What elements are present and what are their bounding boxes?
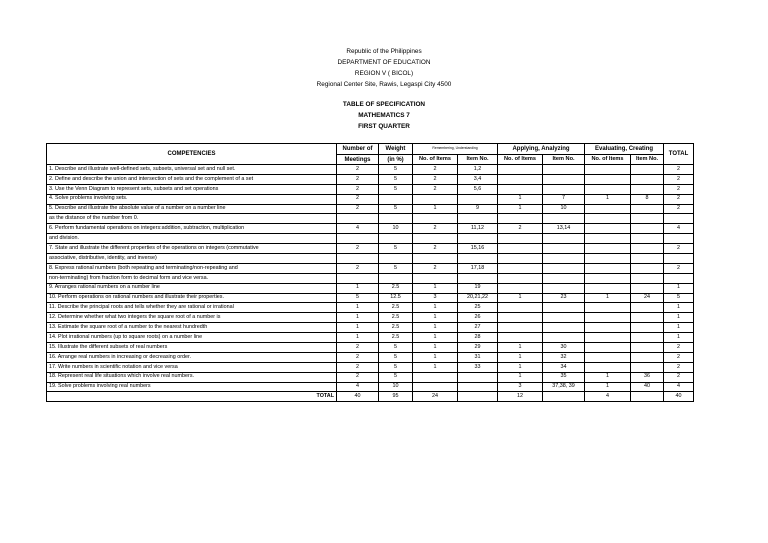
cell-applying-items xyxy=(498,165,543,175)
cell-remembering-items: 1 xyxy=(413,303,458,313)
cell-competency: 1. Describe and illustrate well-defined sets, subsets, universal set and null set. xyxy=(47,165,337,175)
cell-competency: 17. Write numbers in scientific notation and vice versa xyxy=(47,362,337,372)
cell-evaluating-itemno xyxy=(631,165,664,175)
cell-remembering-itemno: 3,4 xyxy=(458,174,498,184)
cell-applying-itemno: 32 xyxy=(543,352,585,362)
cell-total xyxy=(664,273,694,283)
cell-applying-itemno xyxy=(543,174,585,184)
cell-total: 1 xyxy=(664,323,694,333)
cell-evaluating-itemno xyxy=(631,234,664,244)
table-row xyxy=(47,303,694,313)
total-applying-itemno xyxy=(543,392,585,402)
cell-total: 5 xyxy=(664,293,694,303)
table-row xyxy=(47,283,694,293)
cell-applying-items xyxy=(498,263,543,273)
table-row xyxy=(47,343,694,353)
cell-competency: 2. Define and describe the union and intersection of sets and the complement of a set xyxy=(47,174,337,184)
cell-weight: 5 xyxy=(379,362,413,372)
cell-evaluating-items xyxy=(585,303,631,313)
cell-remembering-itemno xyxy=(458,214,498,224)
cell-meetings: 2 xyxy=(337,194,379,204)
cell-weight xyxy=(379,214,413,224)
cell-applying-items xyxy=(498,184,543,194)
cell-remembering-items: 2 xyxy=(413,184,458,194)
cell-remembering-items: 2 xyxy=(413,244,458,254)
cell-remembering-items: 3 xyxy=(413,293,458,303)
cell-weight: 2.5 xyxy=(379,333,413,343)
cell-competency: associative, distributive, identity, and inverse) xyxy=(47,254,337,264)
cell-remembering-itemno: 9 xyxy=(458,204,498,214)
cell-applying-items xyxy=(498,283,543,293)
cell-applying-items: 3 xyxy=(498,382,543,392)
cell-applying-itemno xyxy=(543,165,585,175)
cell-remembering-items: 2 xyxy=(413,224,458,234)
weight-header-top: Weight xyxy=(379,144,413,155)
cell-remembering-itemno: 27 xyxy=(458,323,498,333)
cell-remembering-items: 1 xyxy=(413,283,458,293)
cell-applying-items xyxy=(498,313,543,323)
cell-evaluating-itemno xyxy=(631,283,664,293)
cell-applying-items xyxy=(498,323,543,333)
cell-applying-itemno xyxy=(543,323,585,333)
cell-applying-itemno: 37,38, 39 xyxy=(543,382,585,392)
cell-evaluating-items xyxy=(585,234,631,244)
doc-quarter: FIRST QUARTER xyxy=(358,123,410,130)
cell-weight: 5 xyxy=(379,204,413,214)
table-row xyxy=(47,372,694,382)
cell-weight xyxy=(379,273,413,283)
cell-total: 4 xyxy=(664,224,694,234)
cell-total: 2 xyxy=(664,194,694,204)
cell-remembering-items xyxy=(413,214,458,224)
cell-applying-itemno: 10 xyxy=(543,204,585,214)
cell-meetings: 1 xyxy=(337,313,379,323)
cell-applying-itemno xyxy=(543,263,585,273)
cell-evaluating-items: 1 xyxy=(585,293,631,303)
cell-meetings: 2 xyxy=(337,372,379,382)
doc-title: TABLE OF SPECIFICATION xyxy=(342,101,426,108)
cell-evaluating-itemno xyxy=(631,303,664,313)
cell-remembering-itemno: 1,2 xyxy=(458,165,498,175)
cell-total: 2 xyxy=(664,165,694,175)
meetings-header-bottom: Meetings xyxy=(337,155,379,165)
table-row xyxy=(47,313,694,323)
table-row xyxy=(47,254,694,264)
cell-weight: 5 xyxy=(379,244,413,254)
table-row xyxy=(47,244,694,254)
cell-evaluating-items xyxy=(585,263,631,273)
cell-meetings: 1 xyxy=(337,303,379,313)
cell-competency: 7. State and illustrate the different properties of the operations on integers (commutative xyxy=(47,244,337,254)
cell-weight: 2.5 xyxy=(379,313,413,323)
cell-evaluating-items xyxy=(585,273,631,283)
cell-evaluating-itemno xyxy=(631,224,664,234)
cell-evaluating-itemno: 24 xyxy=(631,293,664,303)
cell-applying-items xyxy=(498,333,543,343)
cell-meetings xyxy=(337,254,379,264)
cell-evaluating-items xyxy=(585,184,631,194)
cell-remembering-items: 2 xyxy=(413,174,458,184)
itemno-header-2: Item No. xyxy=(543,155,585,165)
cell-evaluating-itemno xyxy=(631,352,664,362)
header-region: REGION V ( BICOL) xyxy=(354,70,414,77)
cell-remembering-itemno xyxy=(458,194,498,204)
remembering-header: Remembering, Understanding xyxy=(413,144,498,155)
total-remembering-itemno xyxy=(458,392,498,402)
cell-remembering-itemno xyxy=(458,382,498,392)
cell-total: 1 xyxy=(664,313,694,323)
cell-evaluating-itemno: 40 xyxy=(631,382,664,392)
cell-meetings: 2 xyxy=(337,263,379,273)
table-row xyxy=(47,263,694,273)
cell-remembering-items xyxy=(413,372,458,382)
cell-remembering-itemno: 15,16 xyxy=(458,244,498,254)
cell-applying-itemno xyxy=(543,214,585,224)
cell-remembering-itemno: 20,21,22 xyxy=(458,293,498,303)
cell-evaluating-items xyxy=(585,214,631,224)
cell-remembering-items: 1 xyxy=(413,333,458,343)
cell-remembering-items: 1 xyxy=(413,352,458,362)
cell-total: 2 xyxy=(664,244,694,254)
cell-evaluating-items xyxy=(585,224,631,234)
cell-competency: 18. Represent real life situations which involve real numbers. xyxy=(47,372,337,382)
cell-applying-items xyxy=(498,303,543,313)
cell-evaluating-itemno xyxy=(631,323,664,333)
cell-total: 1 xyxy=(664,333,694,343)
table-row xyxy=(47,333,694,343)
cell-remembering-items xyxy=(413,194,458,204)
cell-weight: 5 xyxy=(379,263,413,273)
cell-applying-itemno: 13,14 xyxy=(543,224,585,234)
cell-evaluating-items xyxy=(585,313,631,323)
cell-total: 2 xyxy=(664,343,694,353)
cell-evaluating-items xyxy=(585,244,631,254)
table-row xyxy=(47,273,694,283)
table-row xyxy=(47,204,694,214)
cell-evaluating-items: 1 xyxy=(585,194,631,204)
cell-remembering-items xyxy=(413,382,458,392)
cell-total: 1 xyxy=(664,283,694,293)
cell-remembering-itemno: 28 xyxy=(458,333,498,343)
cell-remembering-items xyxy=(413,234,458,244)
cell-evaluating-items: 1 xyxy=(585,372,631,382)
cell-applying-items xyxy=(498,214,543,224)
cell-meetings xyxy=(337,214,379,224)
cell-remembering-items: 2 xyxy=(413,165,458,175)
cell-evaluating-itemno xyxy=(631,244,664,254)
table-row xyxy=(47,234,694,244)
cell-remembering-itemno: 25 xyxy=(458,303,498,313)
competencies-header: COMPETENCIES xyxy=(47,144,337,165)
itemno-header-1: Item No. xyxy=(458,155,498,165)
cell-evaluating-itemno xyxy=(631,184,664,194)
cell-meetings: 2 xyxy=(337,184,379,194)
table-row xyxy=(47,352,694,362)
cell-applying-itemno: 30 xyxy=(543,343,585,353)
cell-evaluating-itemno: 36 xyxy=(631,372,664,382)
cell-applying-items: 1 xyxy=(498,343,543,353)
total-evaluating-items: 4 xyxy=(585,392,631,402)
cell-applying-itemno: 34 xyxy=(543,362,585,372)
cell-meetings: 1 xyxy=(337,323,379,333)
total-weight: 95 xyxy=(379,392,413,402)
cell-remembering-itemno xyxy=(458,254,498,264)
cell-applying-items xyxy=(498,254,543,264)
cell-weight: 2.5 xyxy=(379,303,413,313)
evaluating-header: Evaluating, Creating xyxy=(585,144,664,155)
cell-total xyxy=(664,234,694,244)
total-remembering-items: 24 xyxy=(413,392,458,402)
cell-remembering-itemno xyxy=(458,372,498,382)
cell-remembering-items: 1 xyxy=(413,323,458,333)
cell-applying-items: 1 xyxy=(498,204,543,214)
cell-competency: 12. Determine whether what two integers the square root of a number is xyxy=(47,313,337,323)
cell-remembering-itemno: 19 xyxy=(458,283,498,293)
cell-total: 1 xyxy=(664,303,694,313)
weight-header-bottom: (in %) xyxy=(379,155,413,165)
table-row xyxy=(47,194,694,204)
cell-evaluating-items xyxy=(585,323,631,333)
cell-remembering-itemno: 31 xyxy=(458,352,498,362)
cell-remembering-itemno xyxy=(458,234,498,244)
cell-weight: 5 xyxy=(379,343,413,353)
cell-evaluating-itemno xyxy=(631,214,664,224)
cell-total: 2 xyxy=(664,362,694,372)
items-header-1: No. of Items xyxy=(413,155,458,165)
cell-total: 2 xyxy=(664,372,694,382)
table-row xyxy=(47,224,694,234)
cell-weight xyxy=(379,194,413,204)
items-header-3: No. of Items xyxy=(585,155,631,165)
items-header-2: No. of Items xyxy=(498,155,543,165)
cell-meetings: 1 xyxy=(337,333,379,343)
cell-evaluating-itemno xyxy=(631,254,664,264)
cell-meetings xyxy=(337,234,379,244)
cell-evaluating-itemno xyxy=(631,343,664,353)
cell-evaluating-items xyxy=(585,165,631,175)
cell-weight: 5 xyxy=(379,372,413,382)
applying-header: Applying, Analyzing xyxy=(498,144,585,155)
table-row xyxy=(47,184,694,194)
cell-applying-items: 1 xyxy=(498,352,543,362)
cell-weight: 10 xyxy=(379,382,413,392)
cell-total: 2 xyxy=(664,263,694,273)
specification-table xyxy=(46,143,694,402)
total-label: TOTAL xyxy=(47,392,337,402)
cell-applying-items xyxy=(498,174,543,184)
cell-meetings: 5 xyxy=(337,293,379,303)
cell-weight: 10 xyxy=(379,224,413,234)
cell-competency: 3. Use the Venn Diagram to represent sets, subsets and set operations xyxy=(47,184,337,194)
cell-applying-items: 2 xyxy=(498,224,543,234)
cell-meetings xyxy=(337,273,379,283)
cell-competency: and division. xyxy=(47,234,337,244)
cell-competency: 10. Perform operations on rational numbers and illustrate their properties. xyxy=(47,293,337,303)
cell-evaluating-items xyxy=(585,204,631,214)
cell-applying-itemno xyxy=(543,254,585,264)
table-row xyxy=(47,362,694,372)
cell-evaluating-items xyxy=(585,362,631,372)
cell-meetings: 2 xyxy=(337,174,379,184)
cell-competency: 11. Describe the principal roots and tells whether they are rational or irrational xyxy=(47,303,337,313)
cell-applying-itemno xyxy=(543,313,585,323)
cell-meetings: 2 xyxy=(337,362,379,372)
cell-evaluating-items xyxy=(585,352,631,362)
cell-remembering-items: 1 xyxy=(413,313,458,323)
cell-evaluating-items xyxy=(585,333,631,343)
cell-meetings: 2 xyxy=(337,204,379,214)
cell-evaluating-itemno xyxy=(631,313,664,323)
cell-competency: non-terminating) from fraction form to decimal form and vice versa. xyxy=(47,273,337,283)
cell-applying-itemno: 35 xyxy=(543,372,585,382)
cell-meetings: 4 xyxy=(337,382,379,392)
doc-subject: MATHEMATICS 7 xyxy=(358,112,410,119)
cell-evaluating-itemno xyxy=(631,174,664,184)
header-department: DEPARTMENT OF EDUCATION xyxy=(337,59,431,66)
cell-competency: 5. Describe and illustrate the absolute value of a number on a number line xyxy=(47,204,337,214)
table-row xyxy=(47,214,694,224)
cell-evaluating-itemno xyxy=(631,333,664,343)
cell-applying-itemno xyxy=(543,333,585,343)
cell-weight: 5 xyxy=(379,165,413,175)
cell-applying-itemno xyxy=(543,303,585,313)
total-meetings: 40 xyxy=(337,392,379,402)
cell-total: 2 xyxy=(664,204,694,214)
table-row xyxy=(47,293,694,303)
cell-remembering-items xyxy=(413,254,458,264)
cell-evaluating-itemno: 8 xyxy=(631,194,664,204)
cell-remembering-items: 1 xyxy=(413,362,458,372)
itemno-header-3: Item No. xyxy=(631,155,664,165)
total-overall: 40 xyxy=(664,392,694,402)
cell-remembering-itemno: 5,6 xyxy=(458,184,498,194)
cell-evaluating-itemno xyxy=(631,273,664,283)
total-header: TOTAL xyxy=(664,144,694,165)
cell-competency: 15. Illustrate the different subsets of real numbers xyxy=(47,343,337,353)
table-row xyxy=(47,174,694,184)
cell-remembering-items: 1 xyxy=(413,343,458,353)
cell-applying-itemno: 7 xyxy=(543,194,585,204)
cell-total xyxy=(664,214,694,224)
header-republic: Republic of the Philippines xyxy=(346,48,422,55)
cell-meetings: 2 xyxy=(337,244,379,254)
cell-applying-items: 1 xyxy=(498,194,543,204)
cell-remembering-itemno: 26 xyxy=(458,313,498,323)
cell-applying-itemno xyxy=(543,184,585,194)
cell-weight: 12.5 xyxy=(379,293,413,303)
cell-competency: 6. Perform fundamental operations on integers:addition, subtraction, multiplication xyxy=(47,224,337,234)
cell-applying-items xyxy=(498,273,543,283)
cell-evaluating-items xyxy=(585,174,631,184)
cell-applying-itemno: 23 xyxy=(543,293,585,303)
cell-meetings: 2 xyxy=(337,343,379,353)
cell-meetings: 2 xyxy=(337,352,379,362)
cell-competency: 16. Arrange real numbers in increasing or decreasing order. xyxy=(47,352,337,362)
cell-evaluating-items xyxy=(585,283,631,293)
cell-applying-items xyxy=(498,234,543,244)
cell-evaluating-itemno xyxy=(631,362,664,372)
cell-evaluating-items xyxy=(585,343,631,353)
cell-applying-items: 1 xyxy=(498,362,543,372)
cell-remembering-items: 1 xyxy=(413,204,458,214)
cell-weight xyxy=(379,254,413,264)
cell-remembering-itemno: 33 xyxy=(458,362,498,372)
cell-total: 4 xyxy=(664,382,694,392)
meetings-header-top: Number of xyxy=(337,144,379,155)
cell-applying-itemno xyxy=(543,273,585,283)
cell-applying-items xyxy=(498,244,543,254)
cell-total: 2 xyxy=(664,174,694,184)
table-row xyxy=(47,382,694,392)
cell-remembering-itemno xyxy=(458,273,498,283)
cell-total: 2 xyxy=(664,184,694,194)
cell-competency: as the distance of the number from 0. xyxy=(47,214,337,224)
cell-remembering-items: 2 xyxy=(413,263,458,273)
cell-competency: 8. Express rational numbers (both repeating and terminating/non-repeating and xyxy=(47,263,337,273)
cell-evaluating-items xyxy=(585,254,631,264)
cell-remembering-itemno: 17,18 xyxy=(458,263,498,273)
cell-applying-itemno xyxy=(543,244,585,254)
cell-evaluating-itemno xyxy=(631,263,664,273)
cell-meetings: 2 xyxy=(337,165,379,175)
cell-applying-items: 1 xyxy=(498,372,543,382)
cell-total: 2 xyxy=(664,352,694,362)
cell-competency: 9. Arranges rational numbers on a number line xyxy=(47,283,337,293)
cell-competency: 19. Solve problems involving real numbers xyxy=(47,382,337,392)
cell-weight: 2.5 xyxy=(379,323,413,333)
cell-applying-itemno xyxy=(543,234,585,244)
total-evaluating-itemno xyxy=(631,392,664,402)
cell-weight: 5 xyxy=(379,174,413,184)
cell-competency: 14. Plot irrational numbers (up to square roots) on a number line xyxy=(47,333,337,343)
header-address: Regional Center Site, Rawis, Legaspi City 4500 xyxy=(316,81,452,88)
cell-evaluating-items: 1 xyxy=(585,382,631,392)
cell-weight: 2.5 xyxy=(379,283,413,293)
cell-applying-items: 1 xyxy=(498,293,543,303)
cell-competency: 4. Solve problems involving sets. xyxy=(47,194,337,204)
cell-evaluating-itemno xyxy=(631,204,664,214)
cell-total xyxy=(664,254,694,264)
cell-remembering-itemno: 11,12 xyxy=(458,224,498,234)
total-applying-items: 12 xyxy=(498,392,543,402)
cell-weight: 5 xyxy=(379,352,413,362)
cell-remembering-items xyxy=(413,273,458,283)
cell-weight xyxy=(379,234,413,244)
cell-meetings: 1 xyxy=(337,283,379,293)
table-row xyxy=(47,165,694,175)
cell-competency: 13. Estimate the square root of a number to the nearest hundredth xyxy=(47,323,337,333)
cell-weight: 5 xyxy=(379,184,413,194)
cell-meetings: 4 xyxy=(337,224,379,234)
cell-remembering-itemno: 29 xyxy=(458,343,498,353)
cell-applying-itemno xyxy=(543,283,585,293)
table-row xyxy=(47,323,694,333)
